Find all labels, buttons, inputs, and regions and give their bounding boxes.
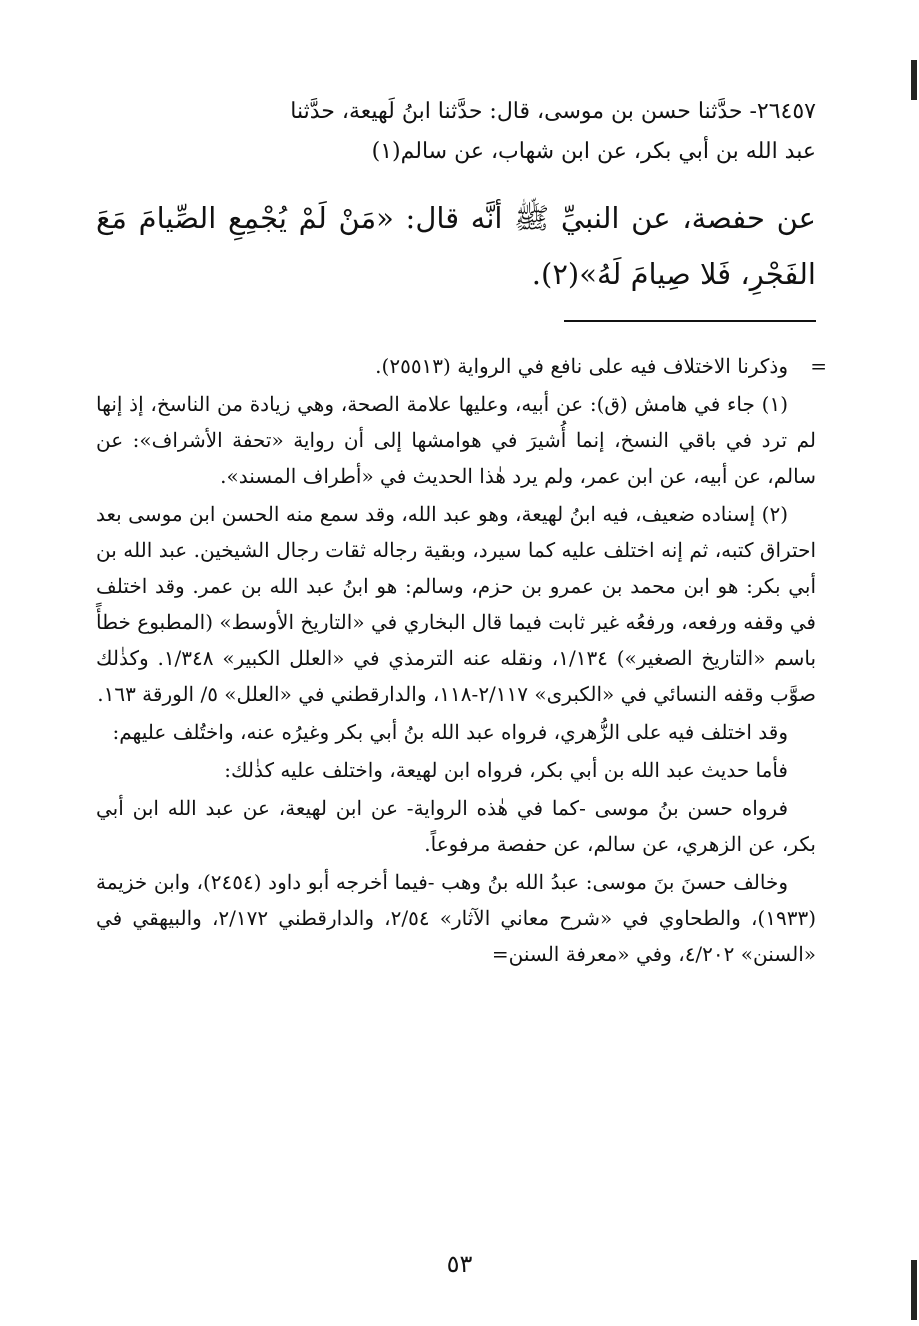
footnote-2: (٢) إسناده ضعيف، فيه ابنُ لهيعة، وهو عبد الله، وقد سمع منه الحسن ابن موسى بعد احتراق كتبه، ثم إنه اختلف عليه كما سيرد، وبقية رجاله ثقات رجال الشيخين. عبد الله بن أبي بكر: هو ابن محمد بن عمرو بن حزم، وسالم: هو ابنُ عبد الله بن عمر. وقد اختلف في وقفه ورفعه، ورفعُه غير ثابت فيما قال البخاري في «التاريخ الأوسط» (المطبوع خطأً باسم «التاريخ الصغير») ١/١٣٤، ونقله عنه الترمذي في «العلل الكبير» ١/٣٤٨. وكذٰلك صوَّب وقفه النسائي في «الكبرى» ٢/١١٧-١١٨، والدارقطني في «العلل» ٥/ الورقة ١٦٣. xyxy=(96,502,817,706)
hadith-isnad-line-2: عبد الله بن أبي بكر، عن ابن شهاب، عن سالم(١) xyxy=(371,139,816,164)
page-number: ٥٣ xyxy=(446,1250,473,1278)
scan-edge-mark xyxy=(911,1260,917,1320)
hadith-isnad-line-1: ٢٦٤٥٧- حدَّثنا حسن بن موسى، قال: حدَّثنا ابنُ لَهيعة، حدَّثنا xyxy=(290,99,816,124)
footnote-separator xyxy=(564,320,816,322)
footnote-paragraph: وخالف حسنَ بنَ موسى: عبدُ الله بنُ وهب -فيما أخرجه أبو داود (٢٤٥٤)، وابن خزيمة (١٩٣٣)، والطحاوي في «شرح معاني الآثار» ٢/٥٤، والدارقطني ٢/١٧٢، والبيهقي في «السنن» ٤/٢٠٢، وفي «معرفة السنن= xyxy=(96,870,816,966)
hadith-matn: عن حفصة، عن النبيِّ ﷺ أنَّه قال: «مَنْ لَمْ يُجْمِعِ الصِّيامَ مَعَ الفَجْرِ، فَلا صِيامَ لَهُ»(٢). xyxy=(96,201,816,291)
hadith-isnad xyxy=(96,92,816,172)
footnote-paragraph: فرواه حسن بنُ موسى -كما في هٰذه الرواية- عن ابن لهيعة، عن عبد الله ابن أبي بكر، عن الزهري، عن سالم، عن حفصة مرفوعاً. xyxy=(96,796,816,856)
footnotes xyxy=(96,348,816,974)
continuation-marker: = xyxy=(810,354,827,378)
footnote-paragraph: وقد اختلف فيه على الزُّهري، فرواه عبد الله بنُ أبي بكر وغيرُه عنه، واختُلف عليهم: xyxy=(112,720,788,744)
footnote-continued: وذكرنا الاختلاف فيه على نافع في الرواية (٢٥٥١٣). xyxy=(375,354,788,378)
scan-edge-mark xyxy=(911,60,917,100)
footnote-1: (١) جاء في هامش (ق): عن أبيه، وعليها علامة الصحة، وهي زيادة من الناسخ، إذ إنها لم ترد في باقي النسخ، إنما أُشيرَ في هوامشها إلى أن رواية «تحفة الأشراف»: عن سالم، عن أبيه، عن ابن عمر، ولم يرد هٰذا الحديث في «أطراف المسند». xyxy=(96,392,816,488)
footnote-paragraph: فأما حديث عبد الله بن أبي بكر، فرواه ابن لهيعة، واختلف عليه كذٰلك: xyxy=(224,758,788,782)
hadith-text xyxy=(96,190,816,302)
